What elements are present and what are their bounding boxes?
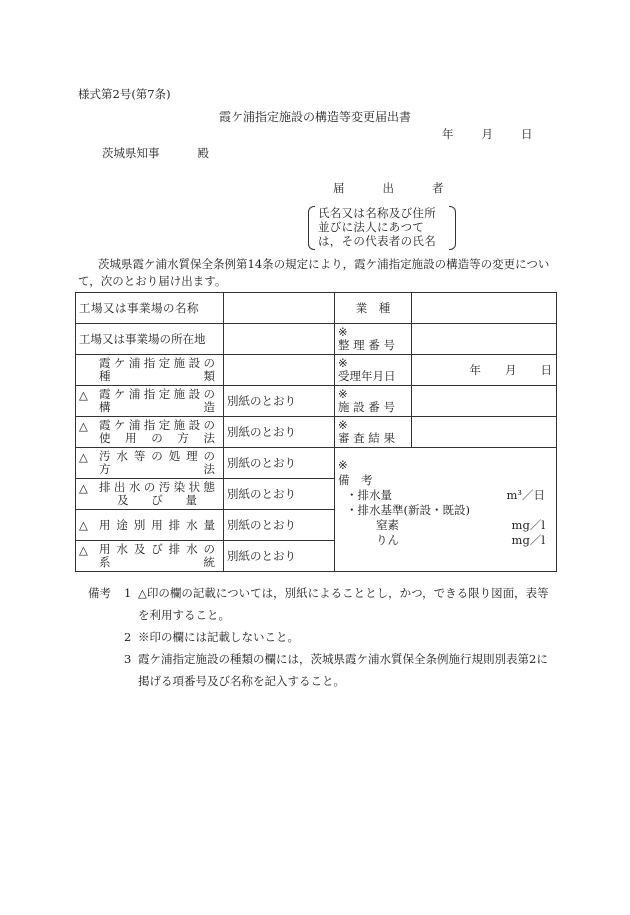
notification-table — [75, 292, 557, 572]
table-row — [76, 417, 557, 448]
usage-label: △ 霞ケ浦指定施設の 使 用 の 方 法 — [76, 417, 224, 448]
date-year: 年 — [442, 127, 454, 141]
document-title: 霞ケ浦指定施設の構造等変更届出書 — [218, 110, 411, 124]
submitter-char-2: 出 — [382, 181, 394, 195]
note-text: △印の欄の記載については，別紙によることとし，かつ，できる限り図面，表等を利用すること。 — [138, 586, 549, 622]
pollution-label: △ 排出水の汚染状態 及 び 量 — [76, 479, 224, 510]
discharge-unit: m³／日 — [506, 488, 545, 502]
addressee — [102, 145, 209, 161]
discharge-standards: ・排水基準(新設・既設) — [346, 503, 470, 517]
note-number: 1 — [124, 586, 132, 600]
form-number: 様式第2号(第7条) — [78, 87, 171, 101]
date-line — [442, 126, 533, 142]
water-system-label: △ 用水及び排水の 系 統 — [76, 541, 224, 572]
treatment-label: △ 汚水等の処理の 方 法 — [76, 448, 224, 479]
reg-number-label: ※ 整 理 番 号 — [335, 324, 412, 355]
reg-number-value — [412, 324, 557, 355]
submitter-info-bracket — [308, 206, 456, 248]
structure-value: 別紙のとおり — [224, 386, 335, 417]
discharge-volume: ・排水量 m³／日 — [346, 488, 545, 502]
usage-water-label: △ 用途別用排水量 — [76, 510, 224, 541]
industry-value — [412, 293, 557, 324]
factory-name-label: 工場又は事業場の名称 — [76, 293, 224, 324]
receipt-date-value: 年 月 日 — [412, 355, 557, 386]
remarks-cell — [335, 448, 557, 572]
notes-section — [88, 582, 558, 692]
remarks-label: 備 考 — [338, 473, 373, 487]
remarks-asterisk: ※ — [338, 458, 348, 472]
submitter-char-3: 者 — [432, 181, 444, 195]
table-row — [76, 293, 557, 324]
submitter-label — [333, 180, 444, 196]
bracket-line-3: は，その代表者の氏名 — [318, 234, 436, 248]
bracket-line-1: 氏名又は名称及び住所 — [318, 206, 436, 220]
note-item — [88, 648, 558, 692]
submitter-char-1: 届 — [333, 181, 345, 195]
note-number: 3 — [124, 652, 132, 666]
nitrogen-unit: mg／l — [511, 518, 545, 532]
table-row — [76, 386, 557, 417]
phosphorus-row: りん mg／l — [376, 533, 545, 547]
table-row — [76, 324, 557, 355]
date-day: 日 — [521, 127, 533, 141]
review-result-label: ※ 審 査 結 果 — [335, 417, 412, 448]
addressee-name: 茨城県知事 — [102, 146, 160, 160]
usage-water-value: 別紙のとおり — [224, 510, 335, 541]
date-month: 月 — [481, 127, 493, 141]
usage-value: 別紙のとおり — [224, 417, 335, 448]
facility-number-label: ※ 施 設 番 号 — [335, 386, 412, 417]
note-item — [88, 626, 558, 648]
factory-location-label: 工場又は事業場の所在地 — [76, 324, 224, 355]
note-text: 霞ケ浦指定施設の種類の欄には，茨城県霞ケ浦水質保全条例施行規則別表第2に掲げる項番号及び名称を記入すること。 — [138, 652, 548, 688]
body-paragraph: 茨城県霞ケ浦水質保全条例第14条の規定により，霞ケ浦指定施設の構造等の変更について，次のとおり届け出ます。 — [78, 257, 550, 288]
water-system-value: 別紙のとおり — [224, 541, 335, 572]
treatment-value: 別紙のとおり — [224, 448, 335, 479]
pollution-value: 別紙のとおり — [224, 479, 335, 510]
table-row — [76, 355, 557, 386]
nitrogen-row: 窒素 mg／l — [376, 518, 545, 532]
review-result-value — [412, 417, 557, 448]
industry-label: 業 種 — [335, 293, 412, 324]
facility-type-value — [224, 355, 335, 386]
note-text: ※印の欄には記載しないこと。 — [138, 630, 299, 644]
honorific: 殿 — [197, 146, 209, 160]
receipt-date-label: ※ 受理年月日 — [335, 355, 412, 386]
note-item — [88, 582, 558, 626]
factory-location-value — [224, 324, 335, 355]
bracket-line-2: 並びに法人にあつて — [318, 220, 425, 234]
factory-name-value — [224, 293, 335, 324]
table-row — [76, 448, 557, 479]
facility-type-label: 霞ケ浦指定施設の 種 類 — [76, 355, 224, 386]
note-number: 2 — [124, 630, 132, 644]
notes-head: 備考 — [88, 586, 111, 600]
structure-label: △ 霞ケ浦指定施設の 構 造 — [76, 386, 224, 417]
phosphorus-unit: mg／l — [511, 533, 545, 547]
facility-number-value — [412, 386, 557, 417]
